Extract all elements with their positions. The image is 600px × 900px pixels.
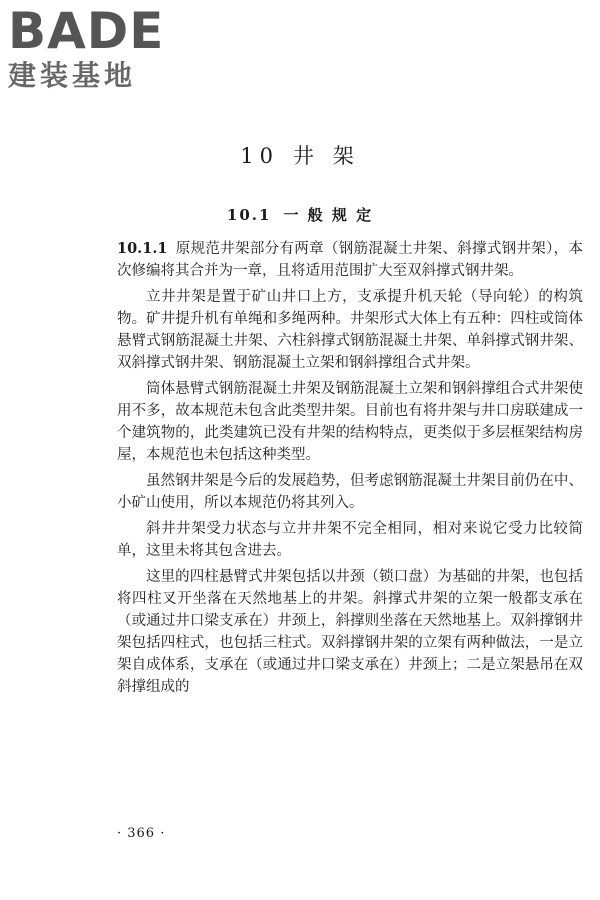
chapter-title xyxy=(0,142,600,170)
paragraph-2: 筒体悬臂式钢筋混凝土井架及钢筋混凝土立架和钢斜撑组合式井架使用不多，故本规范未包含此类型井架。目前也有将井架与井口房联建成一个建筑物的，此类建筑已没有井架的结构特点，更类似于多层框架结构房屋，本规范也未包括这种类型。 xyxy=(117,381,583,463)
section-title xyxy=(0,204,600,226)
section-name: 一 般 规 定 xyxy=(283,206,374,224)
body-text xyxy=(117,238,583,702)
page-number: · 366 · xyxy=(117,826,166,841)
paragraph-5: 这里的四柱悬臂式井架包括以井颈（锁口盘）为基础的井架，也包括将四柱叉开坐落在天然地基上的井架。斜撑式井架的立架一般都支承在（或通过井口梁支承在）井颈上，斜撑则坐落在天然地基上。双斜撑钢井架包括四柱式，也包括三柱式。双斜撑钢井架的立架有两种做法，一是立架自成体系，支承在（或通过井口梁支承在）井颈上；二是立架悬吊在双斜撑组成的 xyxy=(117,569,583,695)
clause-paragraph xyxy=(117,238,583,282)
bade-logo xyxy=(8,2,178,96)
paragraph-4: 斜井井架受力状态与立井井架不完全相同，相对来说它受力比较简单，这里未将其包含进去。 xyxy=(117,521,583,559)
section-number: 10.1 xyxy=(226,206,272,224)
logo-mark: BADE xyxy=(8,2,165,60)
paragraph-3: 虽然钢井架是今后的发展趋势，但考虑钢筋混凝土井架目前仍在中、小矿山使用，所以本规范仍将其列入。 xyxy=(117,473,583,511)
clause-lead-text: 原规范井架部分有两章（钢筋混凝土井架、斜撑式钢井架），本次修编将其合并为一章，且将适用范围扩大至双斜撑式钢井架。 xyxy=(117,241,583,279)
clause-number: 10.1.1 xyxy=(117,240,168,257)
chapter-number: 10 xyxy=(240,144,280,168)
logo-subtitle: 建装基地 xyxy=(8,59,137,92)
paragraph-1: 立井井架是置于矿山井口上方，支承提升机天轮（导向轮）的构筑物。矿井提升机有单绳和多绳两种。井架形式大体上有五种：四柱或筒体悬臂式钢筋混凝土井架、六柱斜撑式钢筋混凝土井架、单斜撑式钢井架、双斜撑式钢井架、钢筋混凝土立架和钢斜撑组合式井架。 xyxy=(117,289,583,371)
chapter-name: 井 架 xyxy=(293,144,360,168)
